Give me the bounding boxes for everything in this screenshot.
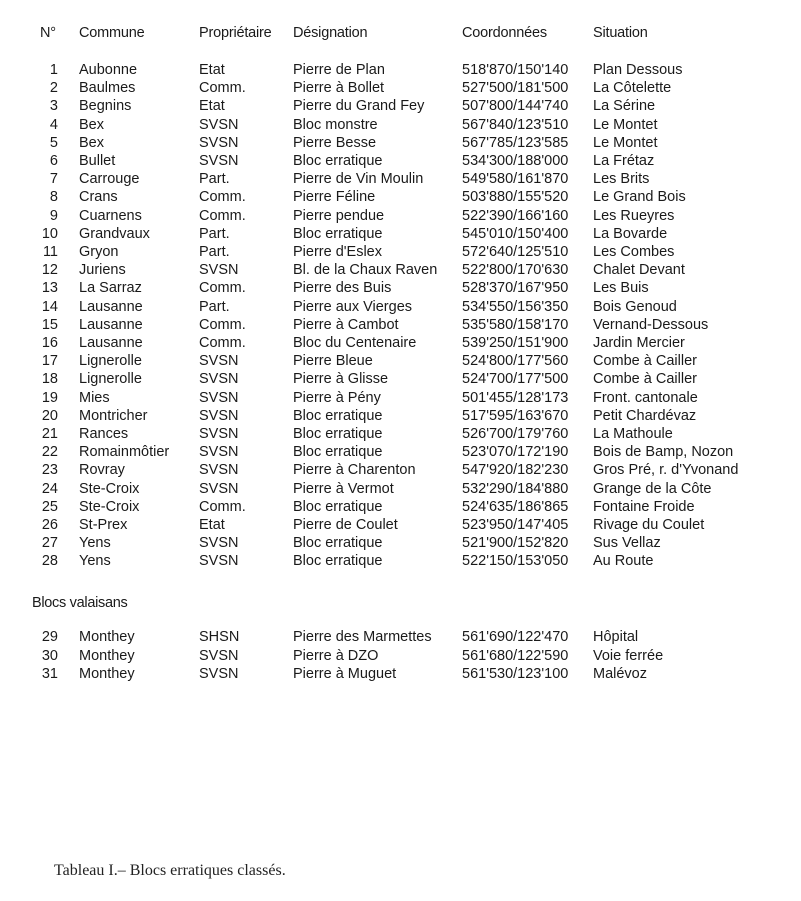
row-situation: Petit Chardévaz [593,407,697,424]
row-coordinates: 501'455/128'173 [462,389,569,406]
header-designation: Désignation [293,25,368,41]
row-num: 20 [41,407,58,424]
row-commune: St-Prex [79,517,128,533]
row-num: 16 [41,335,58,351]
row-situation: Le Montet [593,134,658,151]
row-coordinates: 567'840/123'510 [462,116,569,133]
row-num: 14 [41,298,58,315]
row-designation: Pierre des Buis [293,280,392,297]
table-row [0,225,801,243]
row-designation: Bloc erratique [293,444,383,461]
row-designation: Bloc erratique [293,553,383,570]
row-coordinates: 524'635/186'865 [462,498,569,515]
row-designation: Bloc erratique [293,225,383,242]
row-situation: Gros Pré, r. d'Yvonand [593,462,739,479]
table-row [0,352,801,370]
row-owner: Comm. [199,189,246,206]
row-owner: Comm. [199,207,246,224]
row-designation: Bloc erratique [293,426,383,442]
table-row [0,628,801,646]
table-row [0,534,801,552]
row-num: 22 [41,444,58,461]
row-owner: SVSN [199,407,239,424]
row-designation: Bloc monstre [293,116,378,133]
row-commune: Gryon [79,244,119,260]
row-coordinates: 522'800/170'630 [462,262,569,279]
row-coordinates: 523'950/147'405 [462,517,569,533]
row-num: 18 [41,371,58,388]
row-situation: Bois de Bamp, Nozon [593,444,734,461]
row-situation: Les Brits [593,171,650,188]
row-num: 13 [41,280,58,297]
row-situation: La Côtelette [593,80,672,97]
row-situation: La Frétaz [593,153,655,169]
row-coordinates: 503'880/155'520 [462,189,569,206]
row-situation: Voie ferrée [593,647,664,664]
row-owner: Comm. [199,80,246,97]
header-owner: Propriétaire [199,25,272,41]
row-designation: Pierre Bleue [293,353,373,370]
table-row [0,334,801,352]
row-situation: La Mathoule [593,426,673,442]
row-num: 24 [41,480,58,497]
row-num: 10 [41,225,58,242]
row-commune: Ste-Croix [79,498,140,515]
header-num: N° [40,25,56,41]
row-coordinates: 507'800/144'740 [462,98,569,115]
row-commune: Yens [79,553,111,570]
row-num: 26 [41,517,58,533]
row-commune: Monthey [79,666,135,682]
row-commune: Lignerolle [79,353,142,370]
row-designation: Pierre Féline [293,189,376,206]
row-commune: Aubonne [79,62,138,78]
row-owner: SVSN [199,426,239,442]
row-commune: Rovray [79,462,125,479]
row-coordinates: 523'070/172'190 [462,444,569,461]
row-situation: Le Montet [593,116,658,133]
row-commune: Mies [79,389,110,406]
row-situation: Fontaine Froide [593,498,695,515]
row-coordinates: 524'700/177'500 [462,371,569,388]
table-row [0,152,801,170]
table-row [0,407,801,425]
row-owner: SVSN [199,353,239,370]
section-title: Blocs valaisans [32,595,128,611]
row-situation: Bois Genoud [593,298,677,315]
row-owner: Part. [199,298,230,315]
row-situation: Sus Vellaz [593,535,661,552]
row-owner: SVSN [199,535,239,552]
row-coordinates: 561'530/123'100 [462,666,569,682]
row-owner: SVSN [199,666,239,682]
row-num: 31 [41,666,58,682]
row-num: 27 [41,535,58,552]
row-num: 1 [49,62,58,78]
table-row [0,480,801,498]
row-num: 6 [49,153,58,169]
table-row [0,443,801,461]
row-commune: Bex [79,134,104,151]
row-num: 28 [41,553,58,570]
row-commune: Montricher [79,407,148,424]
row-commune: Bex [79,116,104,133]
row-designation: Pierre d'Eslex [293,244,382,260]
row-situation: Jardin Mercier [593,335,685,351]
row-coordinates: 549'580/161'870 [462,171,569,188]
table-row [0,316,801,334]
row-commune: Lausanne [79,316,143,333]
row-num: 29 [41,629,58,645]
row-commune: Yens [79,535,111,552]
row-num: 25 [41,498,58,515]
row-owner: SVSN [199,444,239,461]
row-situation: La Sérine [593,98,656,115]
row-situation: Les Buis [593,280,649,297]
row-designation: Pierre à DZO [293,647,379,664]
row-owner: Etat [199,62,225,78]
table-row [0,298,801,316]
table-row [0,552,801,570]
row-situation: Chalet Devant [593,262,685,279]
row-coordinates: 522'390/166'160 [462,207,569,224]
row-num: 2 [49,80,58,97]
row-num: 7 [49,171,58,188]
row-designation: Bloc erratique [293,407,383,424]
row-num: 11 [42,244,58,260]
row-owner: SVSN [199,389,239,406]
row-situation: Grange de la Côte [593,480,712,497]
row-designation: Bloc erratique [293,153,383,169]
row-owner: Part. [199,244,230,260]
table-row [0,79,801,97]
table-row [0,370,801,388]
header-coordinates: Coordonnées [462,25,547,41]
row-designation: Bloc erratique [293,498,383,515]
row-situation: Plan Dessous [593,62,683,78]
row-owner: Comm. [199,335,246,351]
table-row [0,97,801,115]
row-commune: Crans [79,189,118,206]
row-coordinates: 535'580/158'170 [462,316,569,333]
row-num: 17 [41,353,58,370]
row-commune: Rances [79,426,129,442]
row-coordinates: 534'550/156'350 [462,298,569,315]
row-commune: Lignerolle [79,371,142,388]
row-coordinates: 528'370/167'950 [462,280,569,297]
row-owner: SVSN [199,153,239,169]
row-num: 5 [49,134,58,151]
row-num: 15 [41,316,58,333]
row-designation: Pierre à Pény [293,389,381,406]
row-designation: Pierre de Plan [293,62,385,78]
row-designation: Pierre de Coulet [293,517,398,533]
row-owner: SVSN [199,647,239,664]
row-commune: Cuarnens [79,207,142,224]
row-owner: Part. [199,171,230,188]
row-designation: Pierre à Vermot [293,480,394,497]
row-owner: Comm. [199,280,246,297]
row-commune: Juriens [79,262,126,279]
row-coordinates: 518'870/150'140 [462,62,569,78]
row-coordinates: 547'920/182'230 [462,462,569,479]
row-coordinates: 526'700/179'760 [462,426,569,442]
row-owner: Etat [199,517,225,533]
table-row [0,665,801,683]
row-commune: La Sarraz [79,280,142,297]
row-owner: SVSN [199,371,239,388]
row-designation: Bloc du Centenaire [293,335,417,351]
row-owner: Part. [199,225,230,242]
row-coordinates: 567'785/123'585 [462,134,569,151]
table-row [0,498,801,516]
row-coordinates: 545'010/150'400 [462,225,569,242]
row-commune: Baulmes [79,80,136,97]
table-caption: Tableau I.– Blocs erratiques classés. [54,862,286,879]
row-designation: Pierre pendue [293,207,385,224]
row-designation: Pierre à Muguet [293,666,397,682]
row-commune: Ste-Croix [79,480,140,497]
row-owner: SVSN [199,134,239,151]
table-row [0,461,801,479]
row-owner: Etat [199,98,225,115]
row-designation: Bloc erratique [293,535,383,552]
row-coordinates: 521'900/152'820 [462,535,569,552]
table-row [0,61,801,79]
row-owner: SVSN [199,553,239,570]
row-commune: Begnins [79,98,132,115]
row-situation: Hôpital [593,629,639,645]
row-coordinates: 517'595/163'670 [462,407,569,424]
row-designation: Pierre à Cambot [293,316,399,333]
row-coordinates: 561'690/122'470 [462,629,569,645]
row-designation: Pierre du Grand Fey [293,98,425,115]
table-row [0,243,801,261]
row-designation: Bl. de la Chaux Raven [293,262,438,279]
row-commune: Monthey [79,647,135,664]
row-situation: Vernand-Dessous [593,316,709,333]
row-owner: SVSN [199,116,239,133]
row-num: 8 [49,189,58,206]
row-coordinates: 527'500/181'500 [462,80,569,97]
row-owner: SHSN [199,629,240,645]
table-row [0,279,801,297]
row-num: 4 [49,116,58,133]
header-situation: Situation [593,25,648,41]
table-header-row [0,24,801,42]
row-commune: Lausanne [79,298,143,315]
row-coordinates: 561'680/122'590 [462,647,569,664]
row-coordinates: 539'250/151'900 [462,335,569,351]
row-coordinates: 524'800/177'560 [462,353,569,370]
row-num: 19 [41,389,58,406]
row-designation: Pierre Besse [293,134,377,151]
row-coordinates: 534'300/188'000 [462,153,569,169]
row-commune: Grandvaux [79,225,150,242]
table-row [0,116,801,134]
row-situation: Combe à Cailler [593,371,697,388]
row-commune: Carrouge [79,171,140,188]
table-row [0,516,801,534]
row-commune: Romainmôtier [79,444,170,461]
row-commune: Lausanne [79,335,143,351]
row-num: 9 [49,207,58,224]
row-designation: Pierre des Marmettes [293,629,432,645]
row-situation: Au Route [593,553,654,570]
row-num: 23 [41,462,58,479]
table-row [0,647,801,665]
row-owner: SVSN [199,462,239,479]
row-coordinates: 572'640/125'510 [462,244,569,260]
row-designation: Pierre aux Vierges [293,298,413,315]
table-row [0,425,801,443]
table-row [0,389,801,407]
row-situation: Malévoz [593,666,647,682]
table-row [0,188,801,206]
row-owner: Comm. [199,316,246,333]
row-commune: Monthey [79,629,135,645]
row-commune: Bullet [79,153,116,169]
table-row [0,261,801,279]
header-commune: Commune [79,25,145,41]
row-situation: Combe à Cailler [593,353,697,370]
row-designation: Pierre à Glisse [293,371,389,388]
row-coordinates: 522'150/153'050 [462,553,569,570]
row-owner: Comm. [199,498,246,515]
row-num: 30 [41,647,58,664]
row-designation: Pierre à Bollet [293,80,385,97]
row-designation: Pierre à Charenton [293,462,416,479]
row-designation: Pierre de Vin Moulin [293,171,424,188]
row-situation: Les Rueyres [593,207,675,224]
table-row [0,134,801,152]
row-num: 21 [41,426,58,442]
table-row [0,170,801,188]
row-situation: Rivage du Coulet [593,517,705,533]
row-num: 12 [41,262,58,279]
row-situation: Front. cantonale [593,389,698,406]
row-situation: Le Grand Bois [593,189,686,206]
table-row [0,207,801,225]
row-situation: La Bovarde [593,225,668,242]
row-owner: SVSN [199,480,239,497]
row-owner: SVSN [199,262,239,279]
row-coordinates: 532'290/184'880 [462,480,569,497]
row-num: 3 [49,98,58,115]
row-situation: Les Combes [593,244,675,260]
